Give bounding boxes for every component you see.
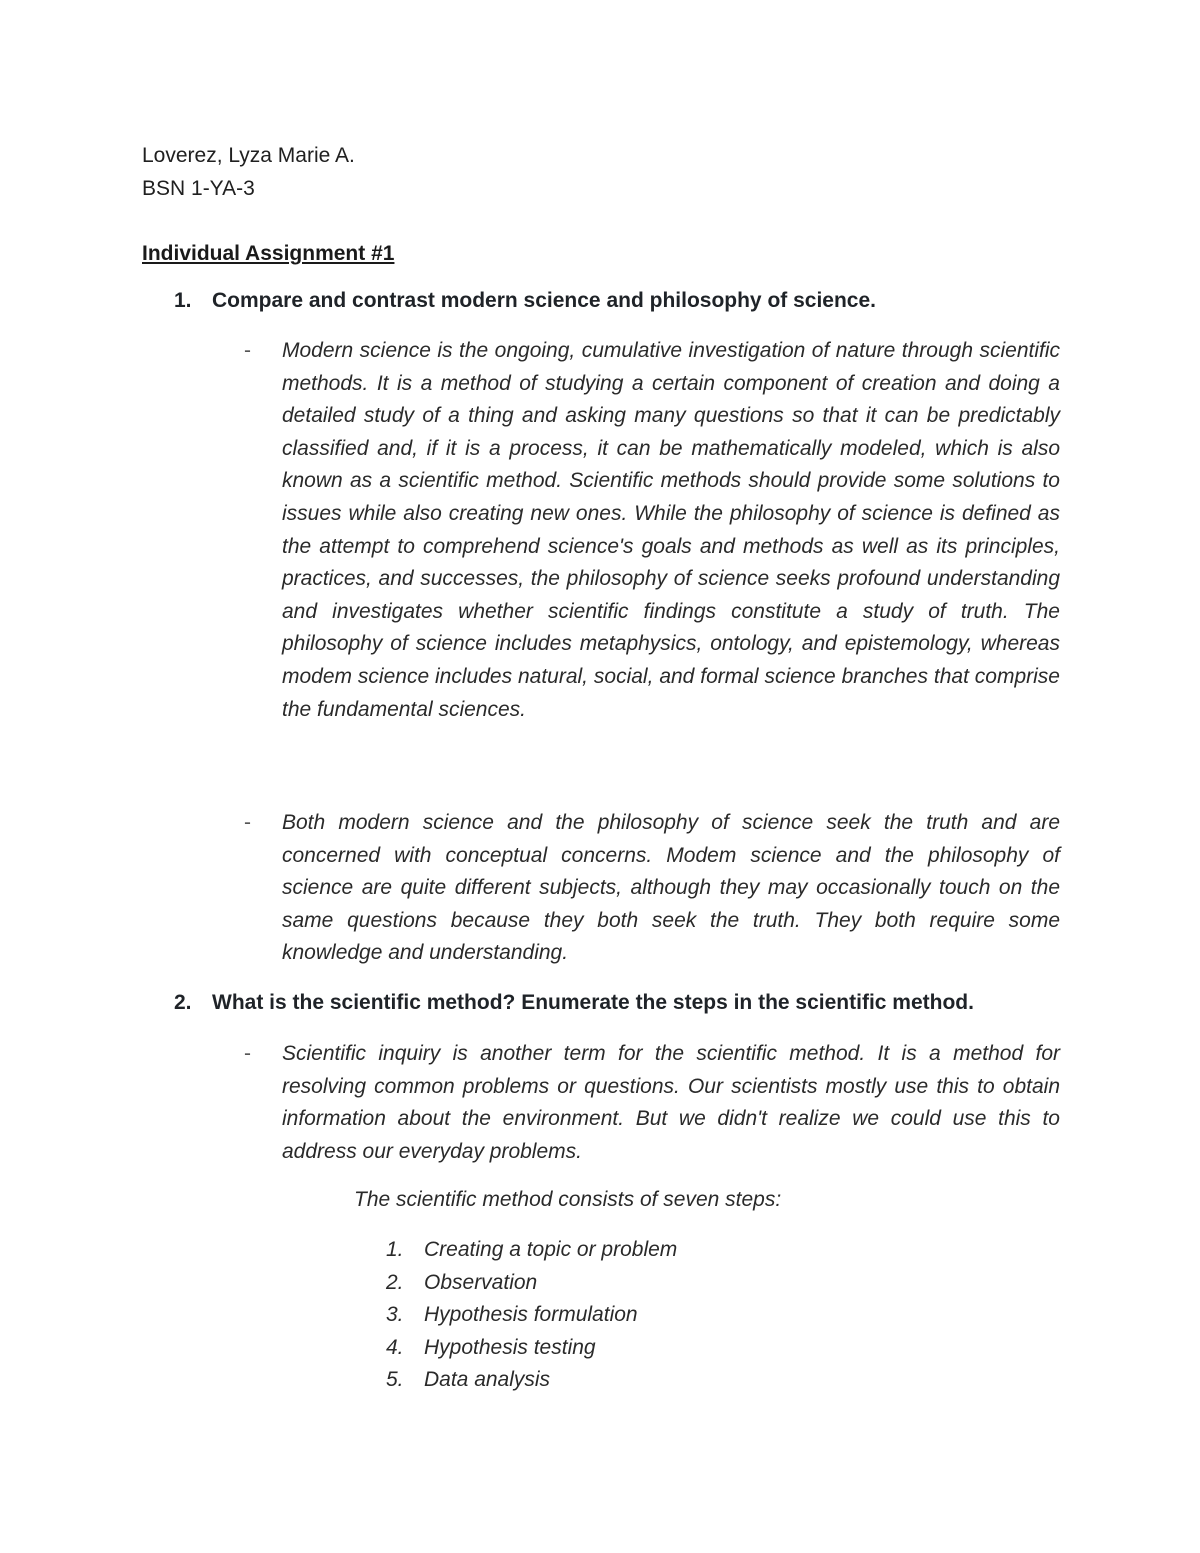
step-label: Creating a topic or problem — [424, 1238, 678, 1261]
list-item — [386, 1364, 677, 1397]
student-name: Loverez, Lyza Marie A. — [142, 144, 355, 167]
list-item — [386, 1299, 677, 1332]
step-number: 3. — [386, 1303, 404, 1327]
step-number: 2. — [386, 1270, 404, 1294]
dash-bullet: - — [244, 339, 251, 362]
step-number: 5. — [386, 1368, 404, 1392]
question-1 — [174, 285, 1074, 317]
answer-text: Scientific inquiry is another term for the scientific method. It is a method for resolving common problems or questions. Our scientists mostly use this to obtain information about the environment. But we didn't realize we could use this to address our everyday problems. — [282, 1042, 1060, 1163]
question-text: What is the scientific method? Enumerate the steps in the scientific method. — [212, 991, 974, 1014]
step-number: 4. — [386, 1335, 404, 1359]
student-section: BSN 1-YA-3 — [142, 177, 255, 200]
answer-2-paragraph-1 — [244, 1038, 1060, 1168]
steps-list — [386, 1234, 677, 1397]
dash-bullet: - — [244, 1042, 251, 1065]
question-text: Compare and contrast modern science and philosophy of science. — [212, 289, 876, 312]
list-item — [386, 1332, 677, 1365]
question-number: 2. — [174, 991, 192, 1014]
question-2 — [174, 987, 1074, 1019]
steps-intro: The scientific method consists of seven steps: — [354, 1188, 782, 1211]
assignment-title: Individual Assignment #1 — [142, 242, 395, 265]
step-number: 1. — [386, 1238, 404, 1261]
answer-1-paragraph-1 — [244, 335, 1060, 726]
list-item — [386, 1267, 677, 1300]
dash-bullet: - — [244, 811, 251, 834]
step-label: Observation — [424, 1270, 538, 1294]
question-number: 1. — [174, 289, 192, 312]
step-label: Hypothesis formulation — [424, 1303, 638, 1327]
step-label: Hypothesis testing — [424, 1335, 596, 1359]
step-label: Data analysis — [424, 1368, 551, 1392]
list-item — [386, 1234, 677, 1267]
answer-text: Modern science is the ongoing, cumulative investigation of nature through scientific methods. It is a method of studying a certain component of creation and doing a detailed study of a thing and asking many questions so that it can be predictably classified and, if it is a process, it can be mathematically modeled, which is also known as a scientific method. Scientific methods should provide some solutions to issues while also creating new ones. While the philosophy of science is defined as the attempt to comprehend science's goals and methods as well as its principles, practices, and successes, the philosophy of science seeks profound understanding and investigates whether scientific findings constitute a study of truth. The philosophy of science includes metaphysics, ontology, and epistemology, whereas modem science includes natural, social, and formal science branches that comprise the fundamental sciences. — [282, 339, 1060, 721]
answer-1-paragraph-2 — [244, 807, 1060, 970]
answer-text: Both modern science and the philosophy of science seek the truth and are concerned with conceptual concerns. Modem science and the philosophy of science are quite different subjects, although they may occasionally touch on the same questions because they both seek the truth. They both require some knowledge and understanding. — [282, 811, 1060, 965]
